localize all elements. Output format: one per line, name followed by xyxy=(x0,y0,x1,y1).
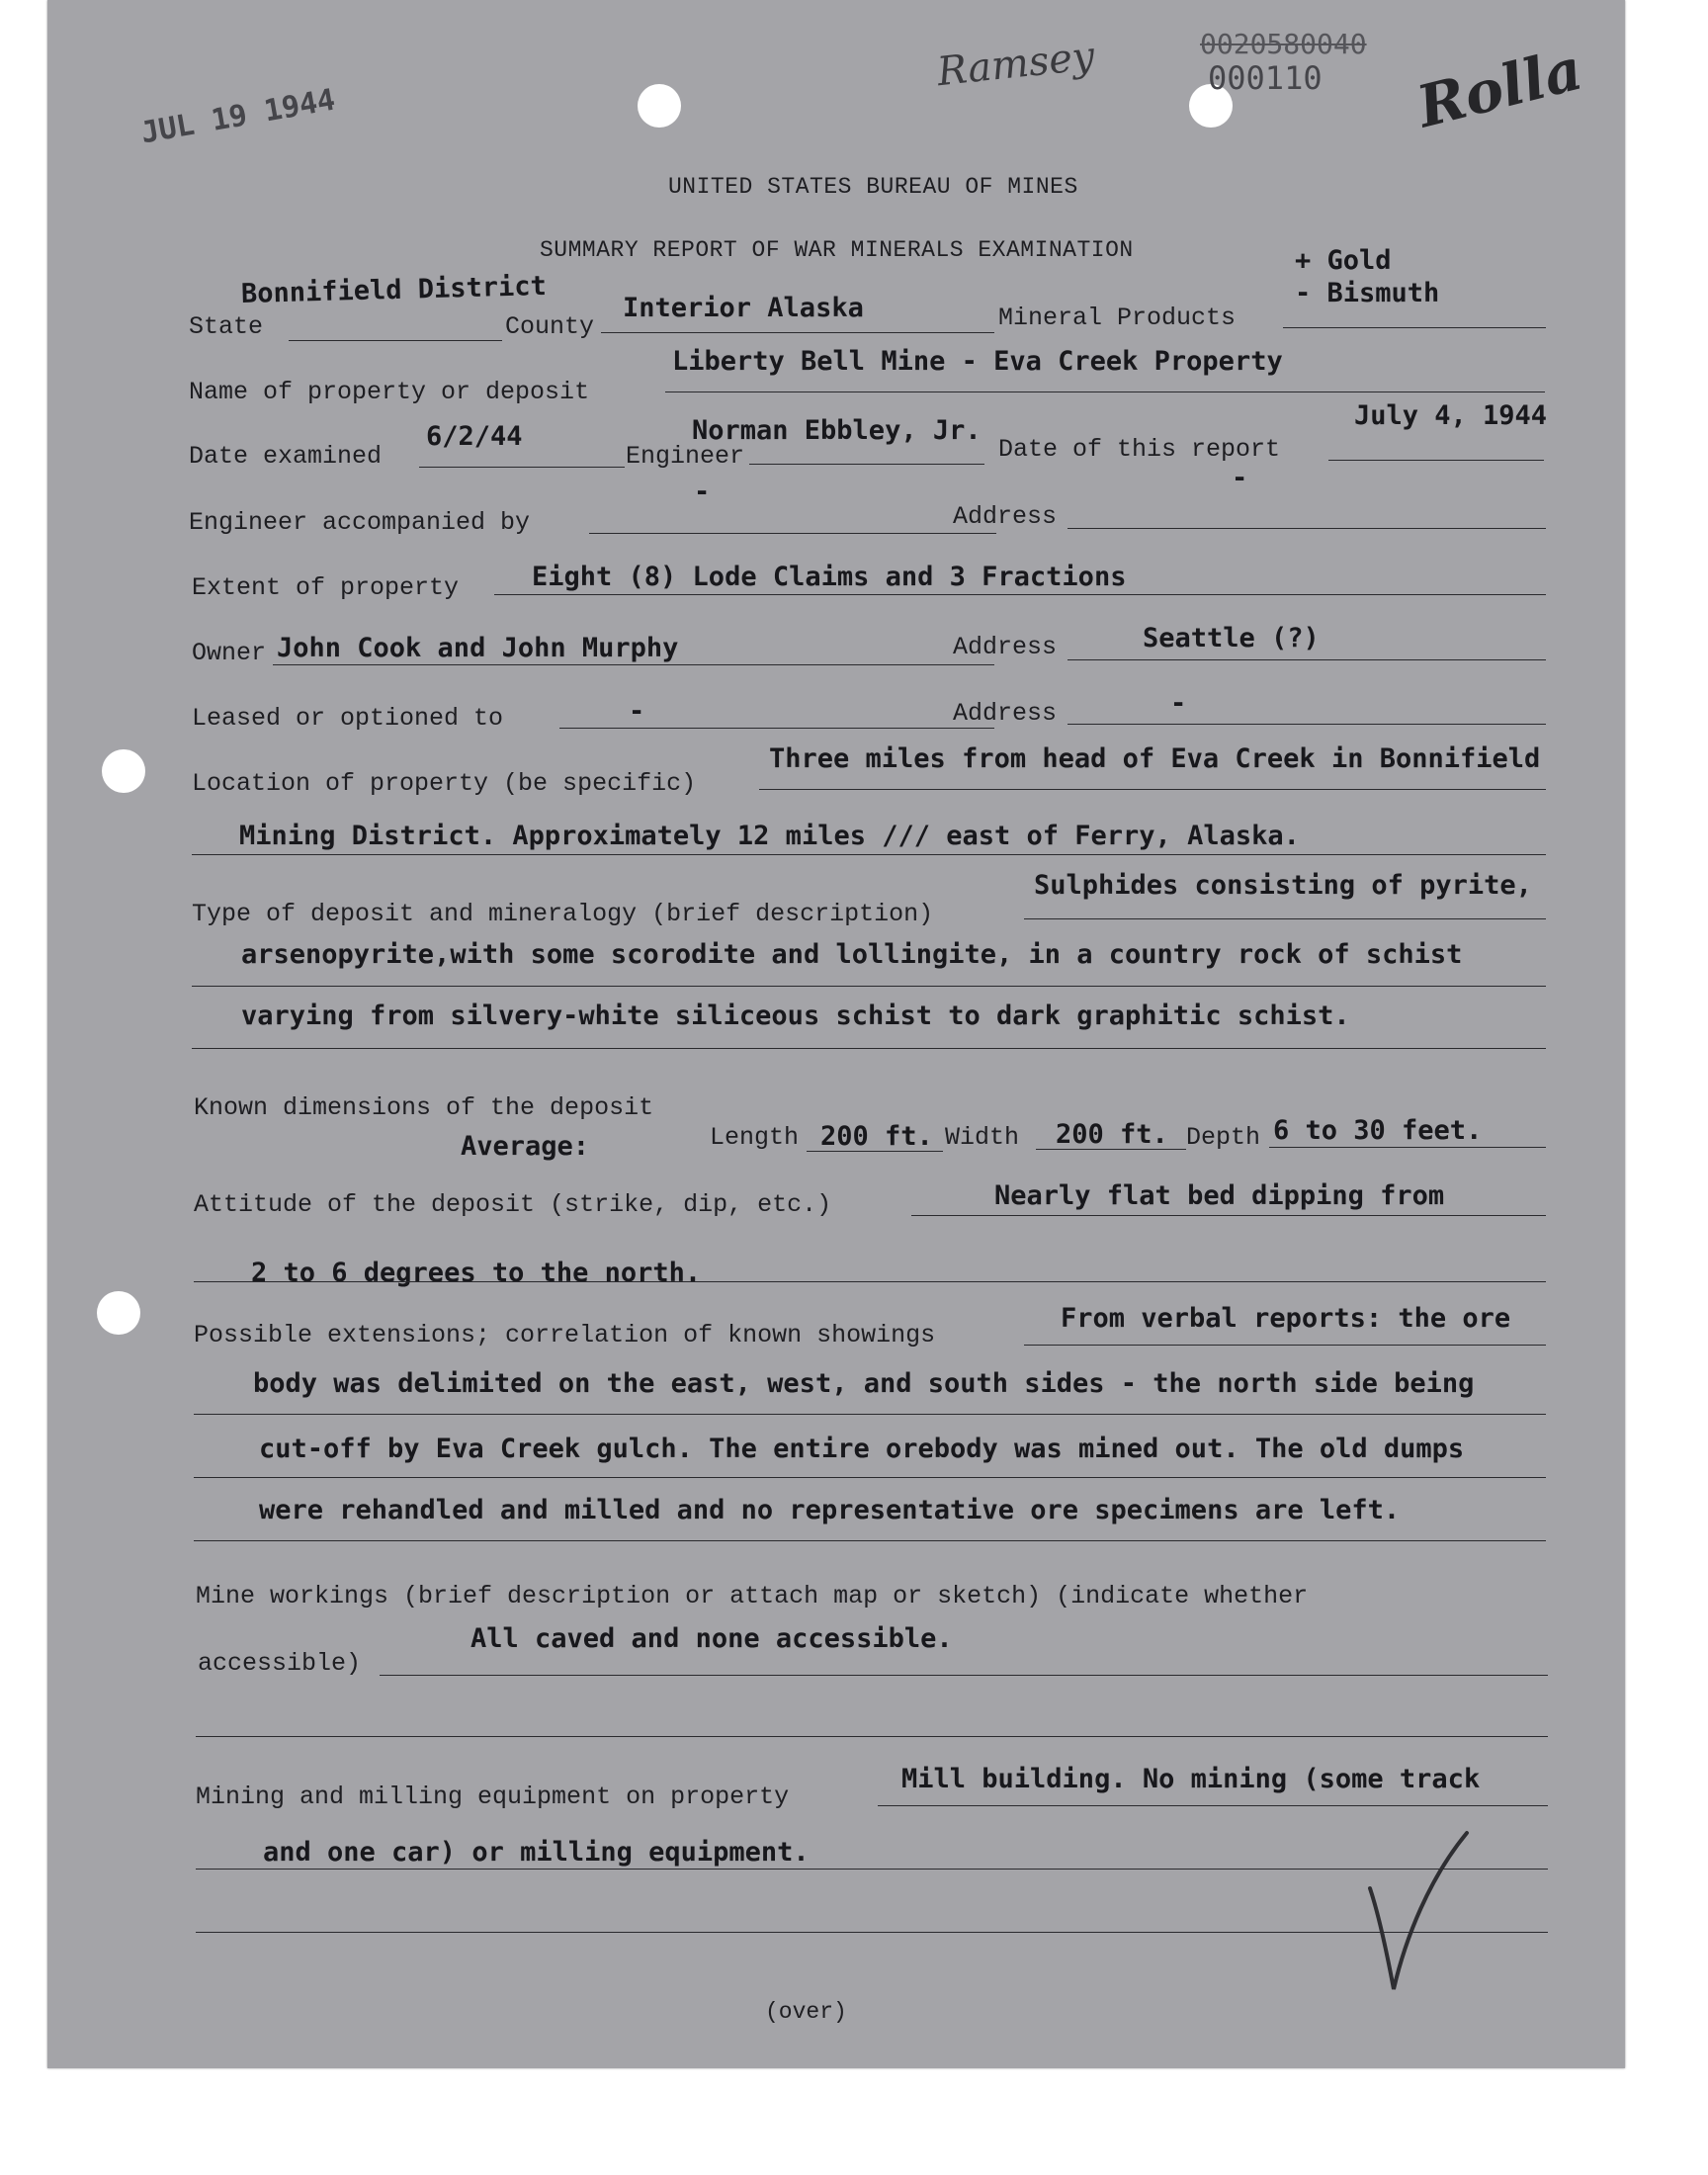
leased-address-value: - xyxy=(1170,688,1187,719)
location-rule-2 xyxy=(192,854,1546,855)
report-date-label: Date of this report xyxy=(998,435,1281,464)
attitude-line-2: 2 to 6 degrees to the north. xyxy=(251,1258,702,1288)
extent-value: Eight (8) Lode Claims and 3 Fractions xyxy=(532,562,1127,592)
owner-address-line xyxy=(1068,659,1546,660)
mineral-product-bismuth: - Bismuth xyxy=(1295,278,1440,308)
workings-rule-2 xyxy=(196,1736,1548,1737)
check-mark-icon xyxy=(1360,1829,1479,1997)
location-line-2: Mining District. Approximately 12 miles /// east of Ferry, Alaska. xyxy=(239,821,1300,851)
extensions-rule-2 xyxy=(194,1414,1546,1415)
punch-hole-side-lower xyxy=(97,1291,140,1335)
equipment-line-2: and one car) or milling equipment. xyxy=(263,1837,810,1868)
workings-label-2: accessible) xyxy=(198,1649,362,1678)
leased-address-line xyxy=(1068,724,1546,725)
deposit-type-rule-2 xyxy=(192,986,1546,987)
length-value: 200 ft. xyxy=(820,1121,933,1152)
punch-hole-top-left xyxy=(638,84,681,128)
leased-value: - xyxy=(629,696,645,727)
location-label: Location of property (be specific) xyxy=(192,769,697,798)
engineer-line xyxy=(749,464,984,465)
agency-heading: UNITED STATES BUREAU OF MINES xyxy=(668,174,1078,200)
deposit-type-rule-3 xyxy=(192,1048,1546,1049)
attitude-label: Attitude of the deposit (strike, dip, etc.) xyxy=(194,1190,832,1219)
leased-address-label: Address xyxy=(953,699,1058,728)
depth-value: 6 to 30 feet. xyxy=(1273,1115,1483,1146)
dimensions-qualifier: Average: xyxy=(461,1131,590,1162)
deposit-type-rule-1 xyxy=(1024,918,1546,919)
equipment-rule-1 xyxy=(878,1805,1548,1806)
report-date-value: July 4, 1944 xyxy=(1354,400,1548,431)
property-name-label: Name of property or deposit xyxy=(189,378,590,406)
owner-line xyxy=(273,664,994,665)
owner-label: Owner xyxy=(192,639,267,667)
engineer-label: Engineer xyxy=(626,442,745,471)
extensions-line-2: body was delimited on the east, west, and south sides - the north side being xyxy=(253,1368,1475,1399)
county-value: Interior Alaska xyxy=(623,293,864,323)
equipment-rule-3 xyxy=(196,1932,1548,1933)
mineral-product-gold: + Gold xyxy=(1295,245,1392,276)
workings-rule-1 xyxy=(380,1675,1548,1676)
punch-hole-side-upper xyxy=(102,749,145,793)
depth-label: Depth xyxy=(1186,1123,1261,1152)
workings-label-1: Mine workings (brief description or attach map or sketch) (indicate whether xyxy=(196,1582,1309,1610)
state-value: Bonnifield District xyxy=(240,270,548,310)
mineral-products-line xyxy=(1283,327,1546,328)
state-label: State xyxy=(189,312,264,341)
accompanied-by-label: Engineer accompanied by xyxy=(189,508,531,537)
width-value: 200 ft. xyxy=(1056,1119,1168,1150)
received-date-stamp: JUL 19 1944 xyxy=(138,82,338,151)
deposit-type-line-2: arsenopyrite,with some scorodite and lollingite, in a country rock of schist xyxy=(241,939,1463,970)
document-number-struck: 0020580040 xyxy=(1200,28,1367,60)
county-label: County xyxy=(505,312,595,341)
accompanied-address-label: Address xyxy=(953,502,1058,531)
handwritten-office: Rolla xyxy=(1410,35,1589,141)
deposit-type-line-1: Sulphides consisting of pyrite, xyxy=(1034,870,1532,901)
engineer-value: Norman Ebbley, Jr. xyxy=(692,415,982,446)
attitude-rule-2 xyxy=(194,1281,1546,1282)
extensions-line-3: cut-off by Eva Creek gulch. The entire orebody was mined out. The old dumps xyxy=(259,1434,1465,1464)
document-number: 000110 xyxy=(1208,59,1323,97)
extensions-line-1: From verbal reports: the ore xyxy=(1061,1303,1511,1334)
extent-label: Extent of property xyxy=(192,573,460,602)
form-title: SUMMARY REPORT OF WAR MINERALS EXAMINATION xyxy=(540,237,1134,263)
date-examined-line xyxy=(419,467,625,468)
mineral-products-label: Mineral Products xyxy=(998,304,1237,332)
extensions-line-4: were rehandled and milled and no representative ore specimens are left. xyxy=(259,1495,1401,1525)
dimensions-label: Known dimensions of the deposit xyxy=(194,1093,654,1122)
state-line xyxy=(289,340,502,341)
over-note: (over) xyxy=(765,1999,847,2025)
attitude-line-1: Nearly flat bed dipping from xyxy=(994,1180,1445,1211)
equipment-rule-2 xyxy=(196,1869,1548,1870)
report-date-line xyxy=(1328,460,1544,461)
owner-address-value: Seattle (?) xyxy=(1143,623,1320,653)
extensions-label: Possible extensions; correlation of known showings xyxy=(194,1321,936,1349)
report-page xyxy=(47,0,1625,2068)
handwritten-name: Ramsey xyxy=(935,33,1097,96)
equipment-label: Mining and milling equipment on property xyxy=(196,1783,790,1811)
depth-line xyxy=(1269,1147,1546,1148)
date-examined-label: Date examined xyxy=(189,442,383,471)
location-line-1: Three miles from head of Eva Creek in Bonnifield xyxy=(769,743,1541,774)
extensions-rule-3 xyxy=(194,1477,1546,1478)
accompanied-by-line xyxy=(589,533,996,534)
accompanied-by-value: - xyxy=(694,477,711,507)
date-examined-value: 6/2/44 xyxy=(426,421,523,452)
length-line xyxy=(807,1151,943,1152)
extensions-rule-4 xyxy=(194,1540,1546,1541)
county-line xyxy=(601,332,994,333)
width-label: Width xyxy=(945,1123,1020,1152)
equipment-line-1: Mill building. No mining (some track xyxy=(901,1764,1481,1794)
extent-line xyxy=(494,594,1546,595)
extensions-rule-1 xyxy=(1024,1345,1546,1346)
location-rule-1 xyxy=(759,789,1546,790)
owner-address-label: Address xyxy=(953,633,1058,661)
length-label: Length xyxy=(710,1123,800,1152)
deposit-type-line-3: varying from silvery-white siliceous schist to dark graphitic schist. xyxy=(241,1000,1350,1031)
accompanied-address-line xyxy=(1068,528,1546,529)
leased-line xyxy=(559,728,994,729)
deposit-type-label: Type of deposit and mineralogy (brief description) xyxy=(192,900,934,928)
property-name-value: Liberty Bell Mine - Eva Creek Property xyxy=(672,346,1283,377)
leased-label: Leased or optioned to xyxy=(192,704,504,733)
workings-value: All caved and none accessible. xyxy=(470,1623,953,1654)
accompanied-address-value: - xyxy=(1232,463,1248,493)
attitude-rule-1 xyxy=(911,1215,1546,1216)
owner-value: John Cook and John Murphy xyxy=(277,633,679,663)
width-line xyxy=(1036,1149,1186,1150)
